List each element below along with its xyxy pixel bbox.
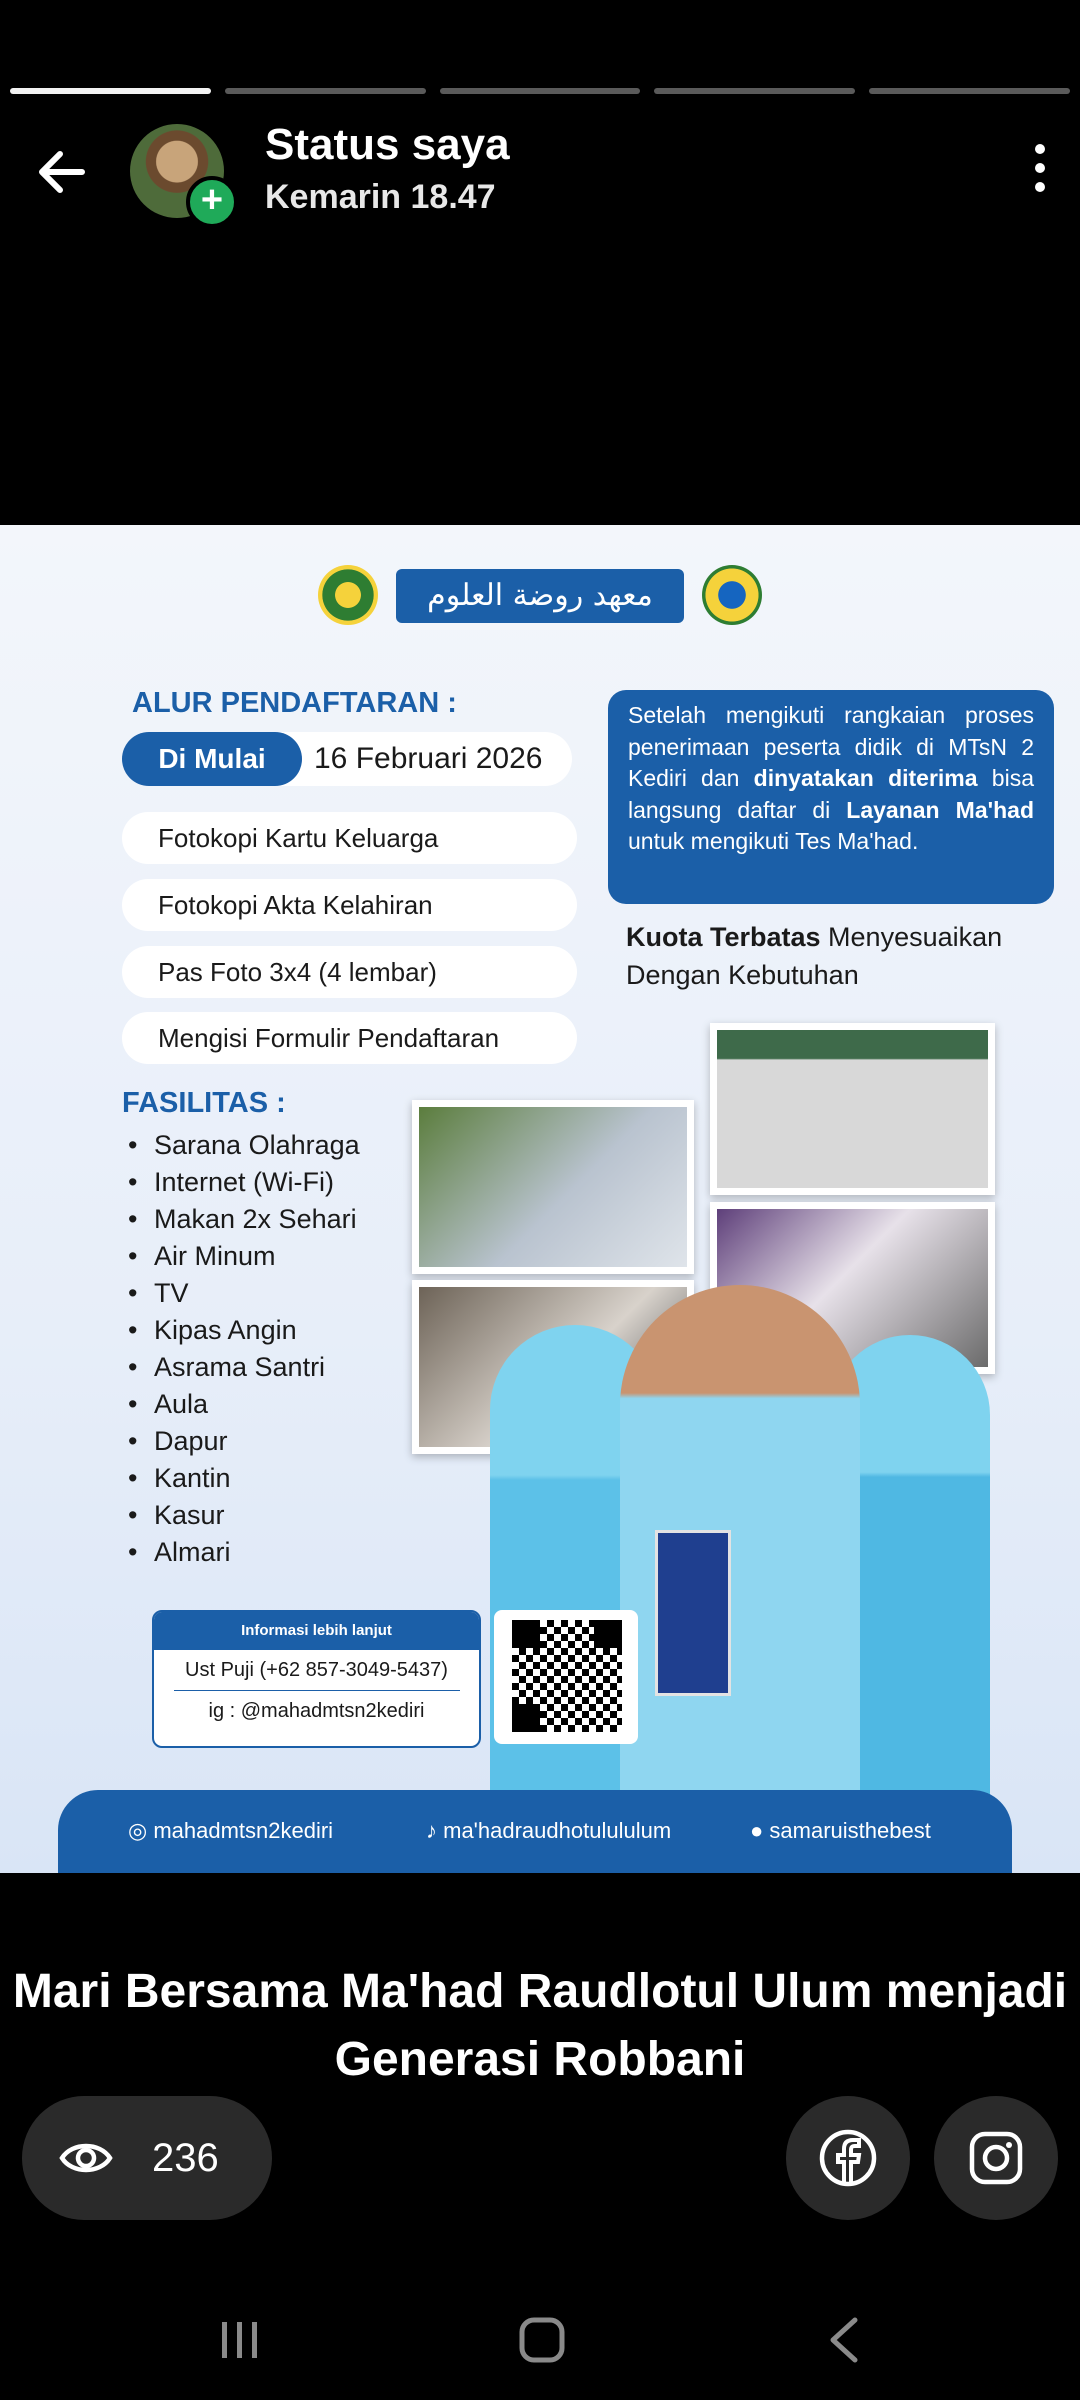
list-item: • Makan 2x Sehari <box>128 1201 360 1238</box>
requirement-item: Mengisi Formulir Pendaftaran <box>122 1012 577 1064</box>
list-item: • Almari <box>128 1534 360 1571</box>
progress-segment-2 <box>225 88 426 94</box>
social-other <box>750 1818 931 1844</box>
list-item: • TV <box>128 1275 360 1312</box>
alur-heading: ALUR PENDAFTARAN : <box>132 687 457 719</box>
info-bold: Layanan Ma'had <box>846 796 1034 823</box>
instagram-small-icon: ◎ <box>128 1818 154 1843</box>
kuota-text <box>626 918 1056 994</box>
list-item: • Air Minum <box>128 1238 360 1275</box>
kuota-rest: Menyesuaikan Dengan Kebutuhan <box>626 922 1003 990</box>
start-label: Di Mulai <box>122 732 302 786</box>
start-date: 16 Februari 2026 <box>314 742 543 775</box>
status-poster-image <box>0 525 1080 1873</box>
poster-arabic-title: معهد روضة العلوم <box>396 569 684 623</box>
recent-apps-icon[interactable] <box>210 2310 270 2370</box>
book-image <box>655 1530 731 1696</box>
facebook-icon <box>818 2128 878 2188</box>
list-item: • Kantin <box>128 1460 360 1497</box>
social-instagram-handle: mahadmtsn2kediri <box>153 1818 334 1843</box>
social-instagram <box>128 1818 333 1844</box>
kuota-bold: Kuota Terbatas <box>626 922 821 952</box>
madrasah-emblem-icon <box>702 565 762 625</box>
list-item: • Kipas Angin <box>128 1312 360 1349</box>
status-time: Kemarin 18.47 <box>265 178 496 216</box>
arrow-left-icon[interactable] <box>30 140 94 204</box>
contact-phone: Ust Puji (+62 857-3049-5437) <box>185 1659 448 1681</box>
nav-back-icon[interactable] <box>815 2310 875 2370</box>
share-facebook-button[interactable] <box>786 2096 910 2220</box>
info-text: bisa langsung daftar di <box>628 765 1034 823</box>
info-text: Setelah mengikuti rangkaian proses penerimaan peserta didik di MTsN 2 Kediri dan <box>628 702 1034 791</box>
contact-heading: Informasi lebih lanjut <box>154 1612 479 1650</box>
list-item: • Asrama Santri <box>128 1349 360 1386</box>
requirement-item: Fotokopi Akta Kelahiran <box>122 879 577 931</box>
contact-card <box>152 1610 481 1748</box>
list-item: • Sarana Olahraga <box>128 1127 360 1164</box>
status-header <box>0 120 1080 220</box>
progress-segment-5 <box>869 88 1070 94</box>
social-other-handle: samaruisthebest <box>769 1818 931 1843</box>
list-item: • Dapur <box>128 1423 360 1460</box>
tiktok-icon: ♪ <box>426 1818 444 1843</box>
requirement-item: Pas Foto 3x4 (4 lembar) <box>122 946 577 998</box>
social-tiktok <box>426 1818 671 1844</box>
list-item: • Kasur <box>128 1497 360 1534</box>
poster-logo-row <box>0 563 1080 633</box>
progress-segment-4 <box>654 88 855 94</box>
contact-ig: ig : @mahadmtsn2kediri <box>174 1690 460 1731</box>
activity-photo <box>710 1023 995 1195</box>
status-caption: Mari Bersama Ma'had Raudlotul Ulum menjadi Generasi Robbani <box>12 1965 1068 2086</box>
progress-segment-1 <box>10 88 211 94</box>
list-item: • Internet (Wi-Fi) <box>128 1164 360 1201</box>
info-text: untuk mengikuti Tes Ma'had. <box>628 828 919 854</box>
home-icon[interactable] <box>512 2310 572 2370</box>
list-item: • Aula <box>128 1386 360 1423</box>
instagram-icon <box>966 2128 1026 2188</box>
add-status-icon[interactable]: + <box>186 176 238 228</box>
social-tiktok-handle: ma'hadraudhotulululum <box>443 1818 672 1843</box>
info-box <box>608 690 1054 904</box>
start-date-pill <box>122 732 572 786</box>
requirement-item: Fotokopi Kartu Keluarga <box>122 812 577 864</box>
system-nav-bar <box>0 2270 1080 2400</box>
progress-segment-3 <box>440 88 641 94</box>
views-count: 236 <box>152 2136 219 2180</box>
status-progress-bar <box>10 88 1070 94</box>
qr-code <box>494 1610 638 1744</box>
status-title: Status saya <box>265 120 510 169</box>
fasilitas-heading: FASILITAS : <box>122 1087 286 1119</box>
more-vertical-icon[interactable] <box>1030 144 1050 200</box>
fasilitas-list <box>128 1127 360 1571</box>
views-button[interactable] <box>22 2096 272 2220</box>
eye-icon <box>58 2130 114 2186</box>
share-instagram-button[interactable] <box>934 2096 1058 2220</box>
kemenag-emblem-icon <box>318 565 378 625</box>
poster-social-footer <box>58 1790 1012 1873</box>
person-icon: ● <box>750 1818 770 1843</box>
info-bold: dinyatakan diterima <box>753 765 978 791</box>
